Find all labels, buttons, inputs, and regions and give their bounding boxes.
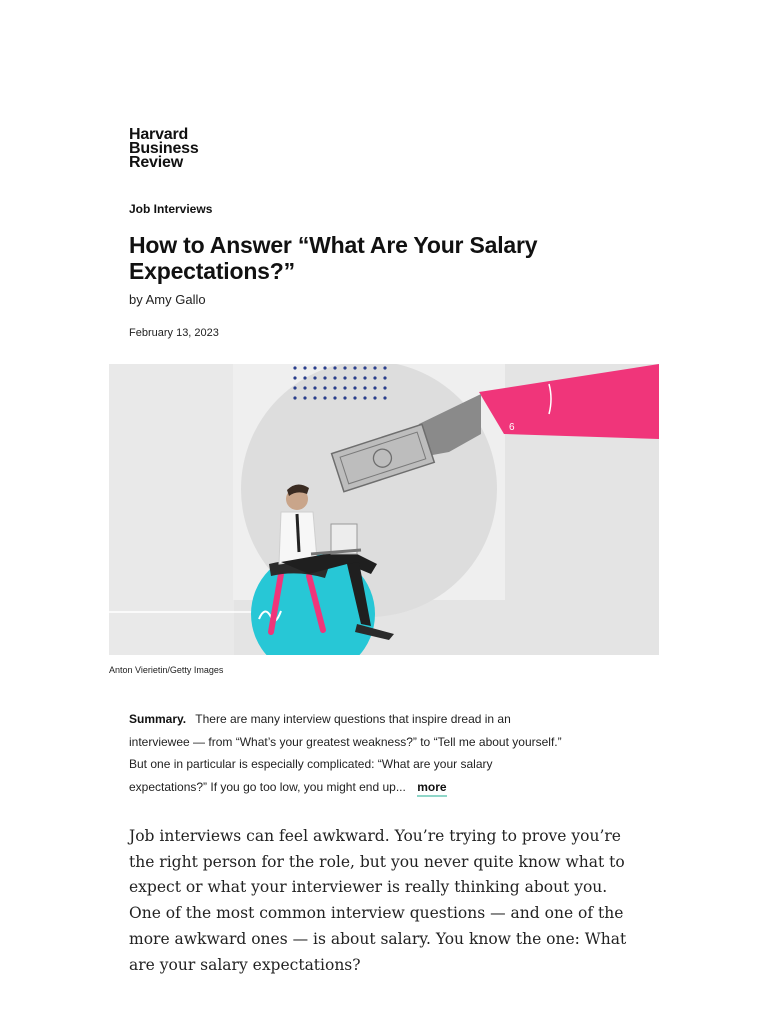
hbr-logo[interactable] — [129, 128, 199, 170]
article-body-paragraph: Job interviews can feel awkward. You’re trying to prove you’re the right person for the role, but you never quite know what to expect or what your interviewer is really thinking about you. One of the most common interview questions — and one of the more awkward ones — is about salary. You know the one: What are your salary expectations? — [129, 827, 627, 974]
article-title: How to Answer “What Are Your Salary Expectations?” — [129, 232, 538, 284]
summary-label: Summary. — [129, 712, 187, 726]
logo-line-3: Review — [129, 154, 183, 171]
logo-line-1: Harvard — [129, 126, 189, 143]
summary-block — [129, 708, 569, 798]
hero-image — [109, 364, 659, 655]
logo-line-2: Business — [129, 140, 199, 157]
publish-date: February 13, 2023 — [129, 327, 219, 339]
svg-text:6: 6 — [509, 422, 515, 433]
summary-text: There are many interview questions that inspire dread in an interviewee — from “What’s your greatest weakness?” to “Tell me about yourself.” But one in particular is especially complicated: “What are your salary expectations?” If you go too low, you might end up... — [129, 712, 562, 794]
byline[interactable]: by Amy Gallo — [129, 292, 206, 307]
more-link[interactable]: more — [417, 780, 446, 797]
topic-link[interactable]: Job Interviews — [129, 202, 213, 216]
image-credit: Anton Vierietin/Getty Images — [109, 665, 224, 675]
